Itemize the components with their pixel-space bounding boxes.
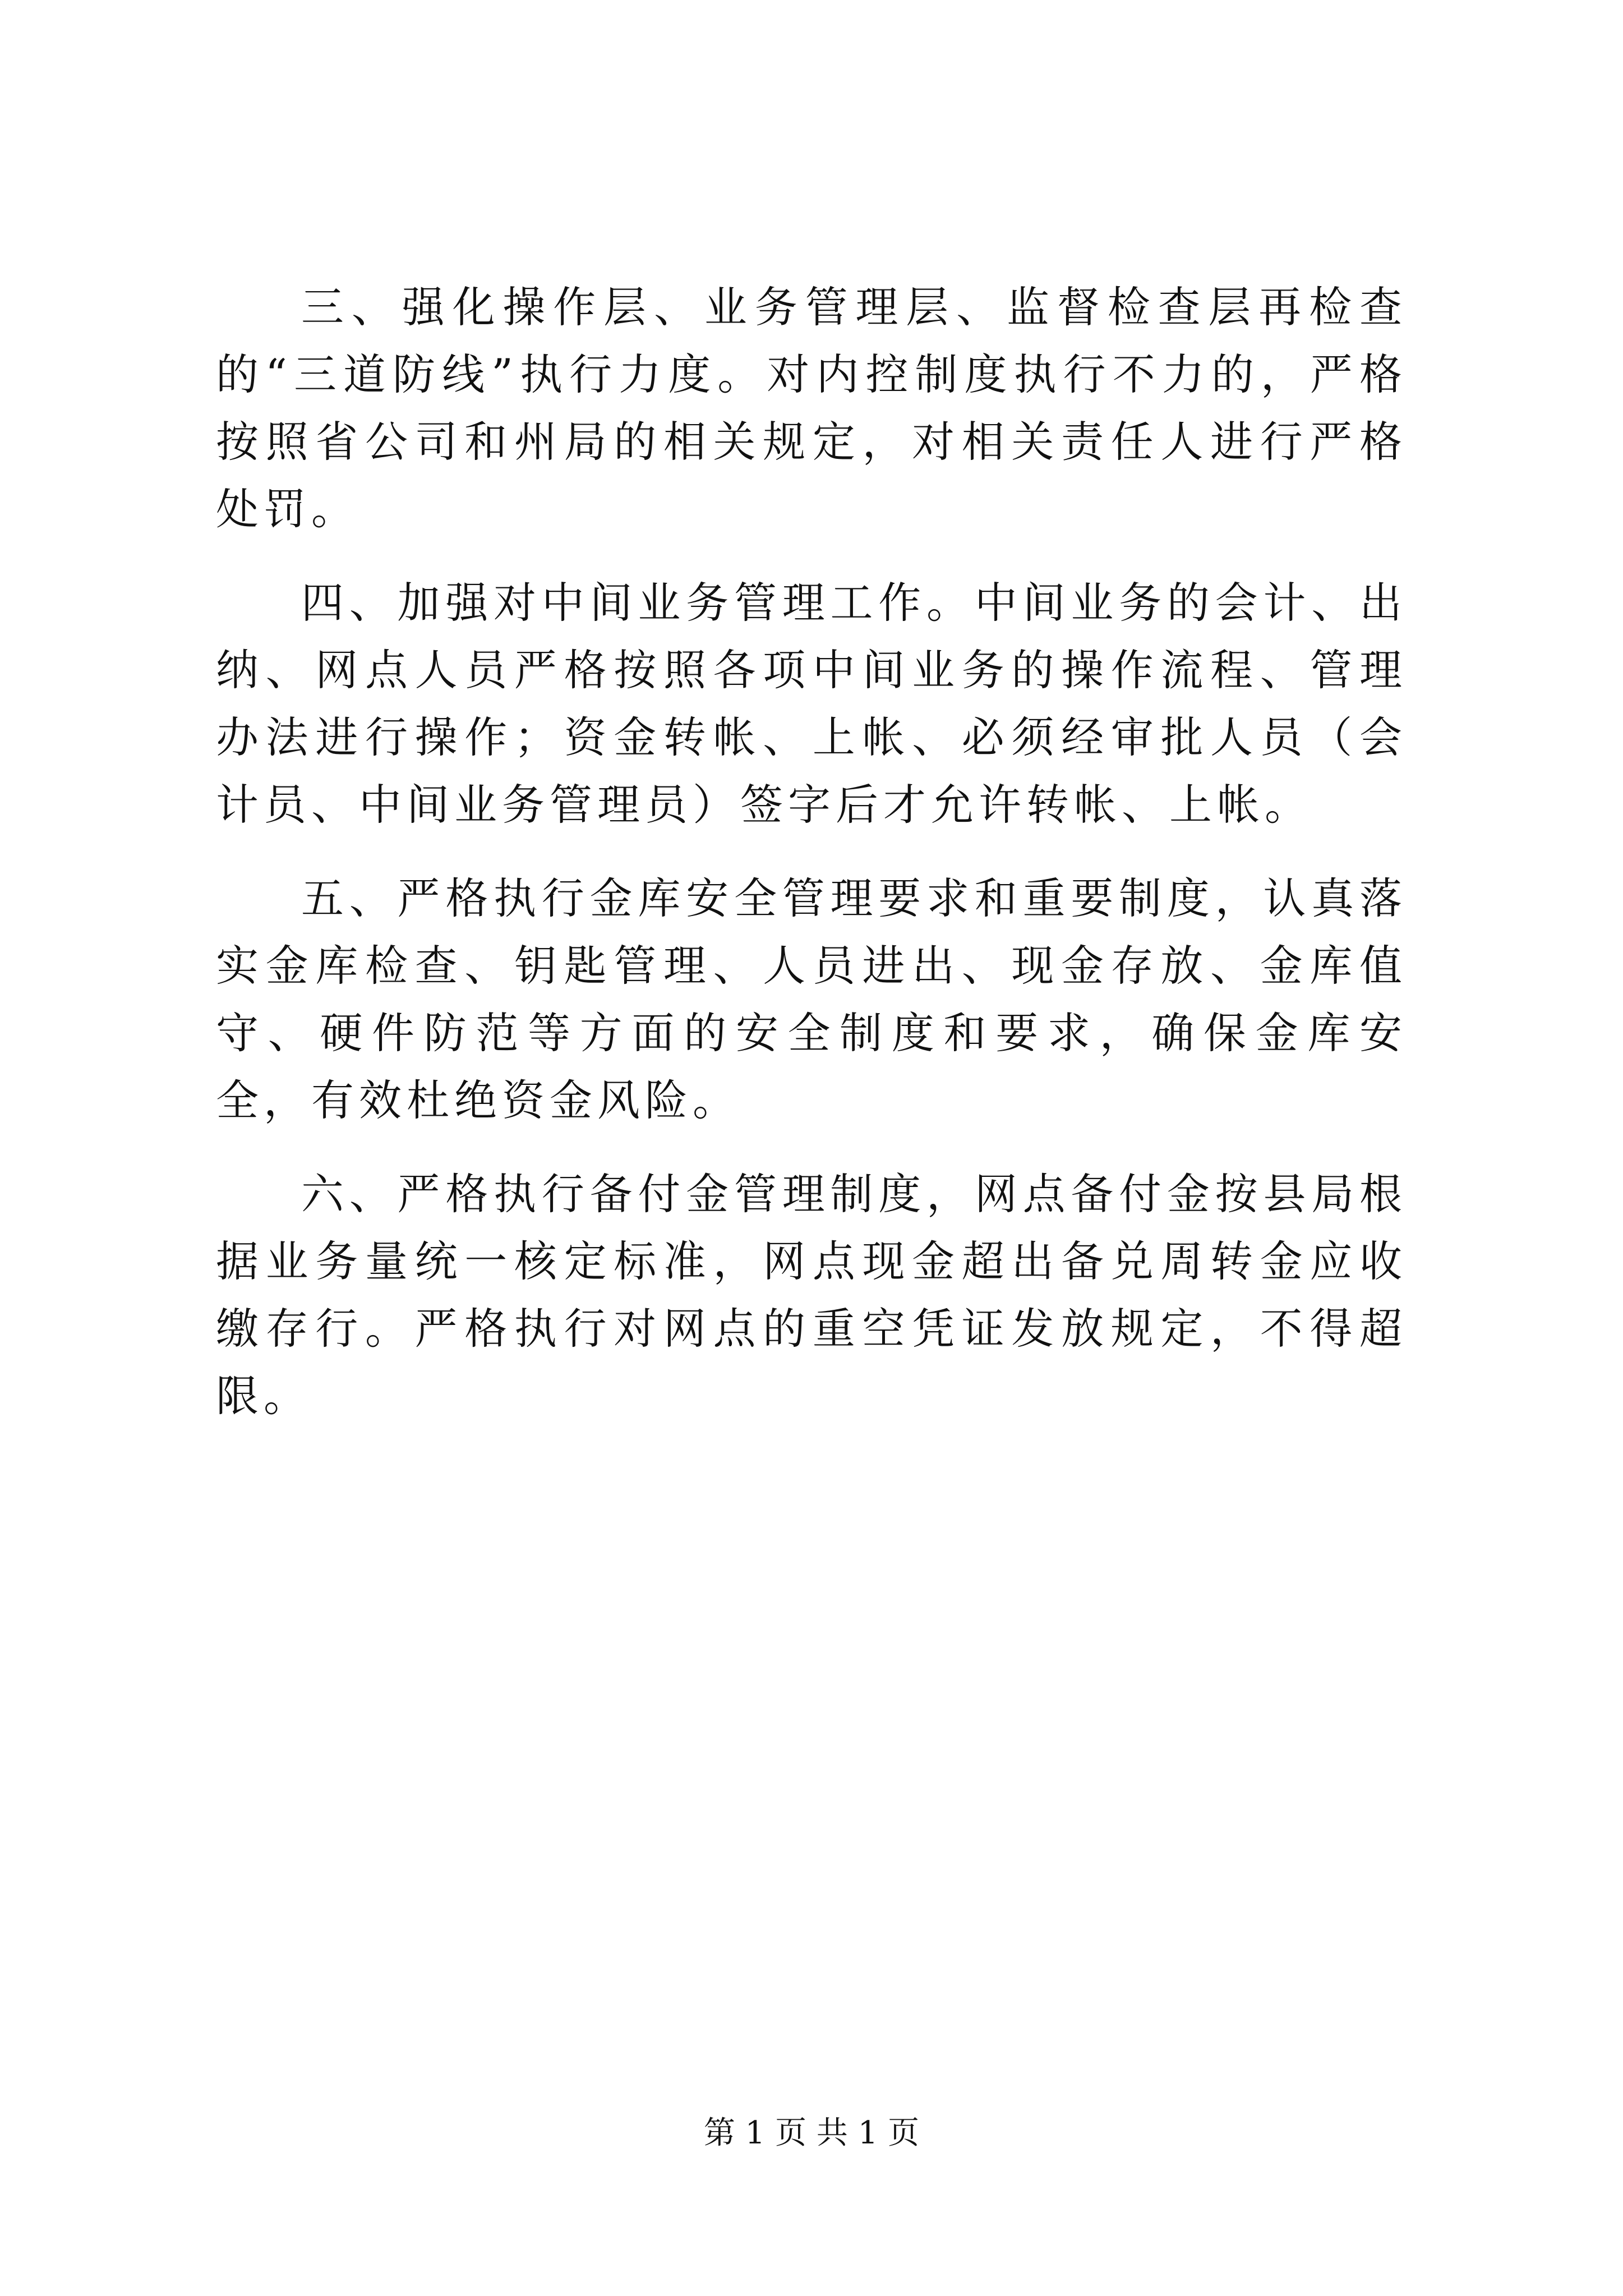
paragraph-6: 六、严格执行备付金管理制度，网点备付金按县局根据业务量统一核定标准，网点现金超出备兑周转金应收缴存行。严格执行对网点的重空凭证发放规定，不得超限。 xyxy=(216,1169,1407,1421)
paragraph-3: 三、强化操作层、业务管理层、监督检查层再检查的“三道防线”执行力度。对内控制度执行不力的，严格按照省公司和州局的相关规定，对相关责任人进行严格处罚。 xyxy=(216,282,1407,534)
document-body xyxy=(216,274,1407,1456)
paragraph-4: 四、加强对中间业务管理工作。中间业务的会计、出纳、网点人员严格按照各项中间业务的操作流程、管理办法进行操作；资金转帐、上帐、必须经审批人员（会计员、中间业务管理员）签字后才允许转帐、上帐。 xyxy=(216,578,1407,830)
paragraph-5: 五、严格执行金库安全管理要求和重要制度，认真落实金库检查、钥匙管理、人员进出、现金存放、金库值守、硬件防范等方面的安全制度和要求，确保金库安全，有效杜绝资金风险。 xyxy=(216,873,1407,1125)
page-footer: 第 1 页 共 1 页 xyxy=(703,2115,920,2151)
